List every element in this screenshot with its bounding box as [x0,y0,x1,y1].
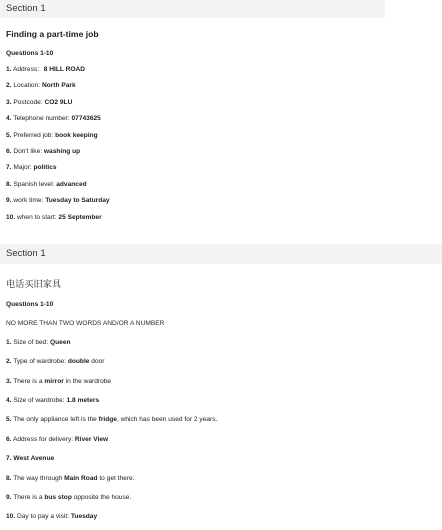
item-label: work time: [11,197,46,205]
item-label: Day to pay a visit: [15,513,71,521]
item-answer: CO2 9LU [44,98,73,106]
list-item [6,62,442,78]
section-b-content [0,276,442,527]
item-answer: Tuesday to Saturday [45,197,110,205]
list-item [6,78,442,94]
questions-label: Questions 1-10 [6,300,54,308]
item-answer: 07743625 [71,115,101,123]
item-answer: 1.8 meters [66,397,100,405]
item-number: 7. [6,164,12,172]
item-label: There is a [11,377,45,385]
item-label: There is a [11,494,45,502]
item-answer: mirror [44,377,64,385]
item-number: 3. [6,98,12,106]
section-title: 电话买旧家具 [6,278,62,289]
answer-list [6,333,442,527]
item-number: 8. [6,474,12,482]
item-number: 10. [6,513,16,521]
list-item [6,430,442,449]
item-number: 3. [6,377,12,385]
item-number: 6. [6,435,12,443]
list-item [6,333,442,352]
item-suffix: , which has been used for 2 years. [116,416,218,424]
item-number: 9. [6,197,12,205]
item-label: Preferred job: [11,131,56,139]
item-label: Major: [11,164,34,172]
item-answer: book keeping [55,131,98,139]
list-item [6,193,442,209]
answer-list [6,62,442,226]
list-item [6,144,442,160]
item-label: Type of wardrobe: [11,358,68,366]
instruction-text: NO MORE THAN TWO WORDS AND/OR A NUMBER [6,319,165,327]
item-suffix: to get there. [97,474,135,482]
list-item [6,391,442,410]
list-item [6,95,442,111]
section-header: Section 1 [0,0,385,18]
item-suffix: opposite the house. [71,494,132,502]
questions-label: Questions 1-10 [6,50,54,57]
section-a-content [0,29,442,226]
item-label: Don't like: [11,147,44,155]
item-answer: 25 September [58,213,102,221]
list-item [6,488,442,507]
list-item [6,507,442,526]
item-number: 7. [6,455,12,463]
item-number: 10. [6,213,16,221]
item-label: Size of wardrobe: [11,397,67,405]
list-item [6,210,442,226]
item-suffix: in the wardrobe [63,377,112,385]
item-number: 2. [6,82,12,90]
item-suffix: door [89,358,105,366]
list-item [6,410,442,429]
item-number: 6. [6,147,12,155]
item-label: The only appliance left is the [11,416,99,424]
item-number: 4. [6,115,12,123]
list-item [6,352,442,371]
list-item [6,177,442,193]
item-number: 1. [6,66,12,73]
item-number: 4. [6,397,12,405]
item-number: 1. [6,338,12,346]
item-answer: River View [74,435,109,443]
item-number: 5. [6,416,12,424]
item-answer: 8 HILL ROAD [43,66,86,73]
list-item [6,469,442,488]
item-label: Address： [11,66,44,73]
list-item [6,372,442,391]
item-answer: washing up [43,147,81,155]
list-item [6,111,442,127]
item-answer: Main Road [64,474,98,482]
list-item [6,449,442,468]
list-item [6,160,442,176]
item-label: Address for delivery: [11,435,75,443]
item-answer: double [67,358,90,366]
item-answer: North Park [41,82,76,90]
item-label: when to start: [15,213,59,221]
item-number: 8. [6,180,12,188]
item-answer: politics [33,164,57,172]
item-label: Telephone number: [11,115,72,123]
item-answer: advanced [56,180,87,188]
item-number: 2. [6,358,12,366]
item-answer: Queen [50,338,71,346]
item-answer: bus stop [44,494,72,502]
list-item [6,128,442,144]
section-title: Finding a part-time job [6,29,99,39]
item-label: Location: [11,82,42,90]
item-answer: West Avenue [13,455,55,463]
item-label: Spanish level: [11,180,57,188]
item-answer: fridge [98,416,117,424]
item-number: 5. [6,131,12,139]
item-number: 9. [6,494,12,502]
section-header: Section 1 [0,244,442,264]
item-answer: Tuesday [70,513,98,521]
item-label: The way through [11,474,65,482]
item-label: Postcode: [11,98,45,106]
item-label: Size of bed: [11,338,50,346]
